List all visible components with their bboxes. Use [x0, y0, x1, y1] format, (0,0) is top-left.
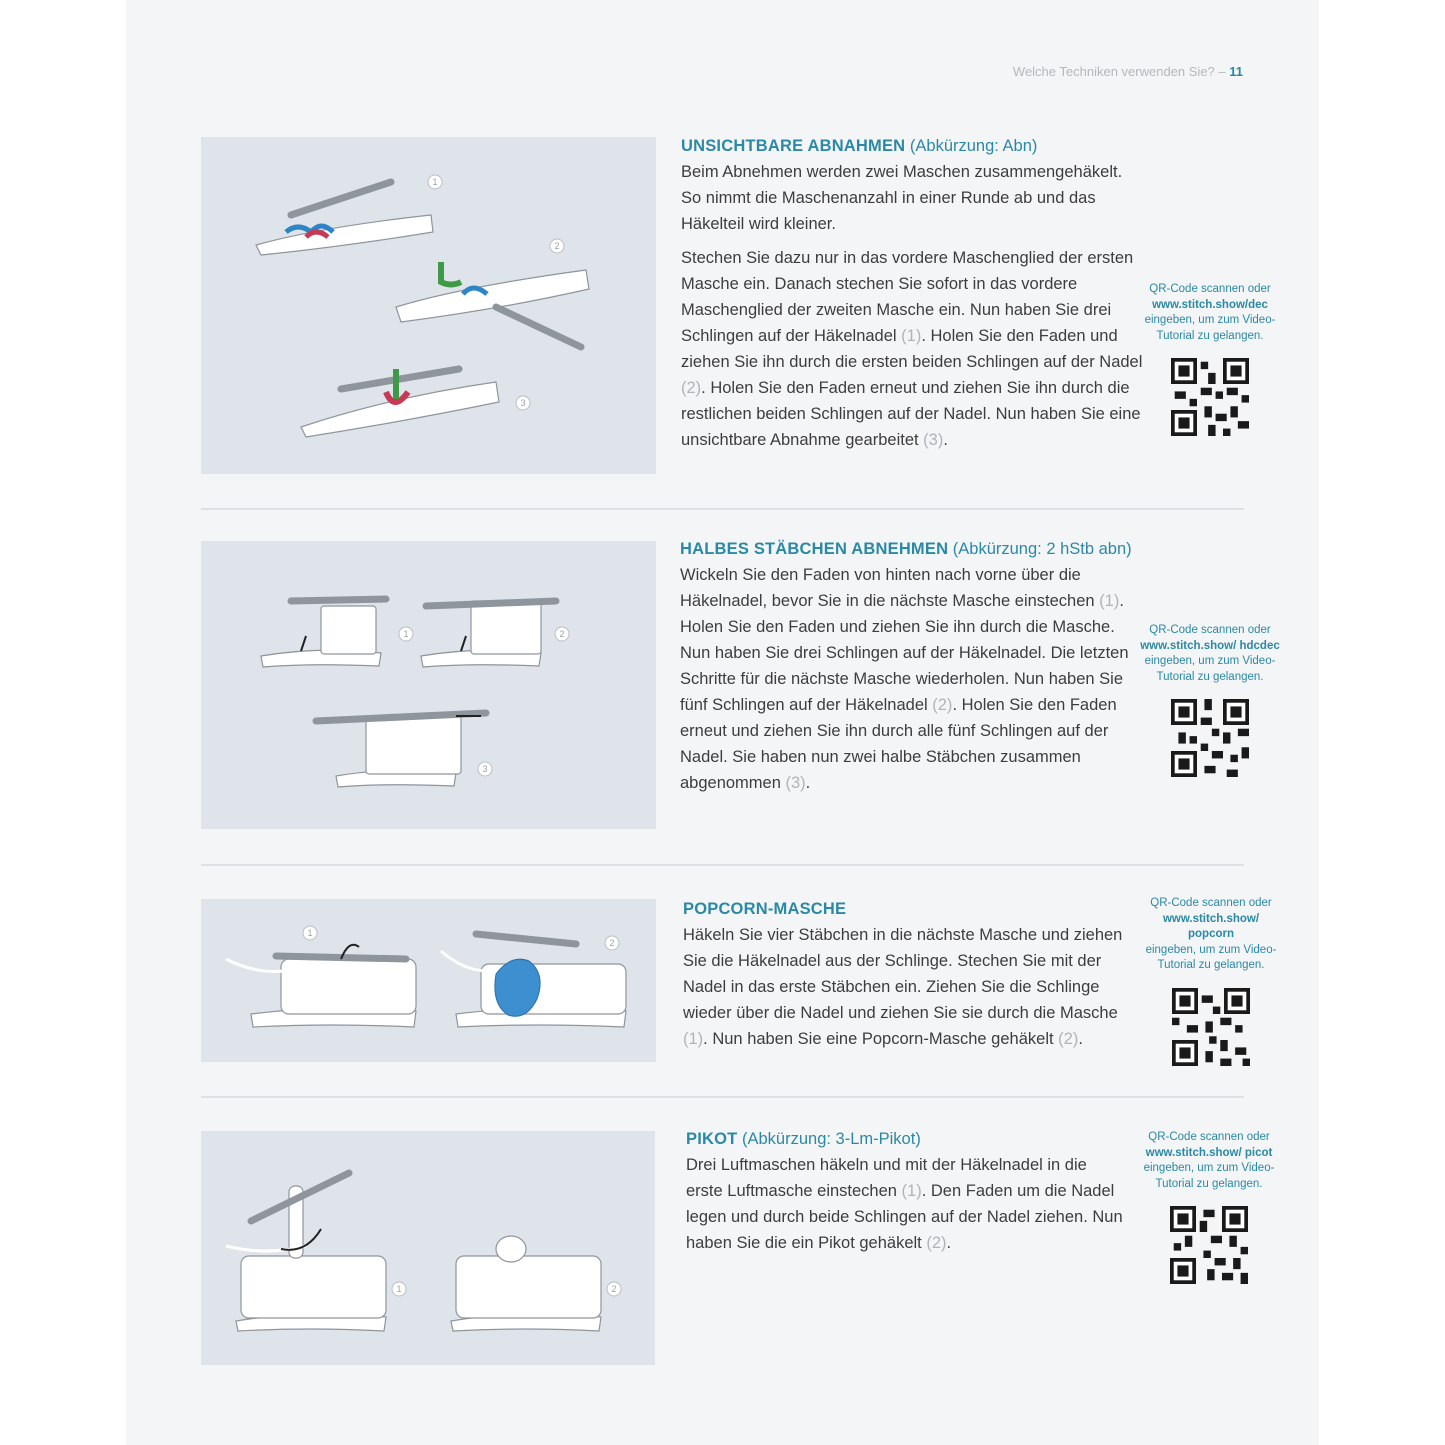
qr-caption-end: eingeben, um zum Video-Tutorial zu gelangen.: [1144, 314, 1276, 342]
qr-block-picot: [1139, 1130, 1279, 1290]
paragraph: Häkeln Sie vier Stäbchen in die nächste Masche und ziehen Sie die Häkelnadel aus der Schlinge. Stechen Sie mit der Nadel in das erste Stäbchen ein. Ziehen Sie die Schlinge wieder über die Nadel und ziehen Sie sie durch die Masche (1). Nun haben Sie eine Popcorn-Masche gehäkelt (2).: [683, 926, 1123, 1048]
qr-caption-end: eingeben, um zum Video-Tutorial zu gelangen.: [1144, 655, 1276, 683]
qr-caption: QR-Code scannen oder: [1149, 283, 1271, 295]
qr-block-hdcdec: [1140, 623, 1280, 783]
section-picot: [686, 1128, 1126, 1264]
step-reference: (2): [926, 1234, 947, 1252]
step-reference: (2): [932, 696, 953, 714]
illustration-hdc-decrease: [201, 541, 656, 829]
step-label: 3: [520, 398, 526, 408]
qr-caption-end: eingeben, um zum Video-Tutorial zu gelangen.: [1145, 943, 1277, 971]
illustration-invisible-decrease: [201, 137, 656, 474]
step-reference: (1): [901, 1182, 922, 1200]
section-title: POPCORN-MASCHE: [683, 900, 847, 918]
qr-url[interactable]: www.stitch.show/ hdcdec: [1140, 639, 1280, 652]
running-header: [1013, 64, 1243, 79]
illustration-picot: [201, 1131, 655, 1365]
section-divider: [201, 864, 1244, 866]
section-invisible-decrease: [681, 135, 1146, 461]
step-reference: (3): [923, 431, 944, 449]
qr-code-icon[interactable]: [1171, 699, 1249, 777]
qr-url[interactable]: www.stitch.show/ popcorn: [1162, 912, 1260, 940]
step-reference: (2): [1058, 1030, 1079, 1048]
qr-code-icon[interactable]: [1171, 358, 1249, 436]
qr-caption-end: eingeben, um zum Video-Tutorial zu gelangen.: [1143, 1162, 1275, 1190]
qr-block-dec: [1140, 282, 1280, 442]
section-title: HALBES STÄBCHEN ABNEHMEN (Abkürzung: 2 hStb abn): [680, 540, 1132, 558]
step-reference: (3): [785, 774, 806, 792]
step-label: 1: [396, 1284, 402, 1294]
step-reference: (1): [1099, 592, 1120, 610]
paragraph: Drei Luftmaschen häkeln und mit der Häkelnadel in die erste Luftmasche einstechen (1). Den Faden um die Nadel legen und durch beide Schlingen auf der Nadel ziehen. Nun haben Sie die ein Pikot gehäkelt (2).: [686, 1156, 1123, 1252]
page-number: 11: [1229, 64, 1243, 79]
qr-caption: QR-Code scannen oder: [1150, 897, 1272, 909]
qr-code-icon[interactable]: [1172, 988, 1250, 1066]
step-label: 2: [611, 1284, 617, 1294]
section-divider: [201, 1096, 1244, 1098]
section-title: UNSICHTBARE ABNAHMEN (Abkürzung: Abn): [681, 137, 1038, 155]
qr-code-icon[interactable]: [1170, 1206, 1248, 1284]
qr-caption: QR-Code scannen oder: [1149, 624, 1271, 636]
qr-url[interactable]: www.stitch.show/ picot: [1145, 1146, 1273, 1159]
step-reference: (1): [683, 1030, 704, 1048]
paragraph: Wickeln Sie den Faden von hinten nach vorne über die Häkelnadel, bevor Sie in die nächste Masche einstechen (1). Holen Sie den Faden und ziehen Sie ihn durch die Masche. Nun haben Sie drei Schlingen auf der Häkelnadel. Die letzten Schritte für die nächste Masche wiederholen. Nun haben Sie fünf Schlingen auf der Häkelnadel (2). Holen Sie den Faden erneut und ziehen Sie ihn durch alle fünf Schlingen auf der Nadel. Sie haben nun zwei halbe Stäbchen zusammen abgenommen (3).: [680, 566, 1129, 792]
step-label: 2: [609, 938, 615, 948]
qr-caption: QR-Code scannen oder: [1148, 1131, 1270, 1143]
step-label: 1: [307, 928, 313, 938]
paragraph: Stechen Sie dazu nur in das vordere Maschenglied der ersten Masche ein. Danach stechen Sie sofort in das vordere Maschenglied der zweiten Masche ein. Nun haben Sie drei Schlingen auf der Häkelnadel (1). Holen Sie den Faden und ziehen Sie ihn durch die ersten beiden Schlingen auf der Nadel (2). Holen Sie den Faden erneut und ziehen Sie ihn durch die restlichen beiden Schlingen auf der Nadel. Nun haben Sie eine unsichtbare Abnahme gearbeitet (3).: [681, 249, 1143, 449]
paragraph: Beim Abnehmen werden zwei Maschen zusammengehäkelt. So nimmt die Maschenanzahl in einer Runde ab und das Häkelteil wird kleiner.: [681, 163, 1123, 233]
section-divider: [201, 508, 1244, 510]
step-label: 2: [559, 629, 565, 639]
step-label: 1: [403, 629, 409, 639]
step-reference: (2): [681, 379, 702, 397]
section-popcorn: [683, 898, 1128, 1060]
qr-block-popcorn: [1141, 896, 1281, 1071]
step-label: 3: [482, 764, 488, 774]
step-label: 2: [554, 241, 560, 251]
qr-url[interactable]: www.stitch.show/dec: [1152, 298, 1268, 311]
section-title: PIKOT (Abkürzung: 3-Lm-Pikot): [686, 1130, 921, 1148]
step-reference: (1): [901, 327, 922, 345]
illustration-popcorn: [201, 899, 656, 1062]
section-hdc-decrease: [680, 538, 1142, 804]
header-text: Welche Techniken verwenden Sie? –: [1012, 64, 1226, 79]
step-label: 1: [432, 177, 438, 187]
